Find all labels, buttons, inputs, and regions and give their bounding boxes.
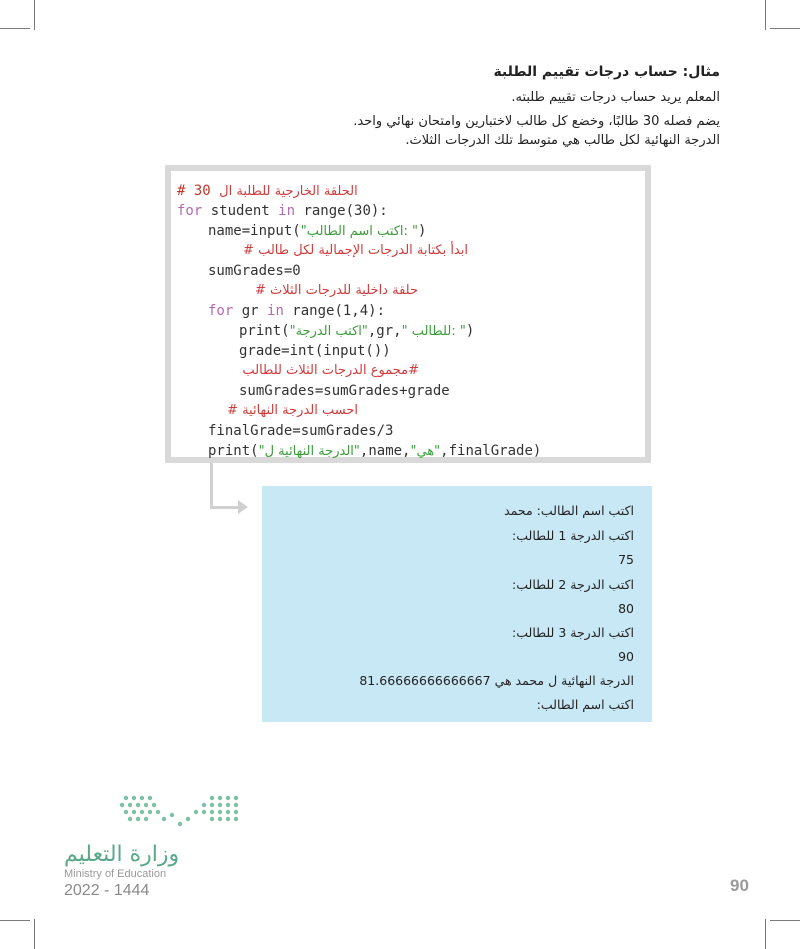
code-listing — [165, 165, 651, 463]
code-line: sumGrades=sumGrades+grade — [239, 383, 450, 399]
crop-mark — [34, 919, 35, 949]
crop-mark — [0, 28, 30, 29]
crop-mark — [770, 28, 800, 29]
code-comment: ابدأ بكتابة الدرجات الإجمالية لكل طالب # — [243, 243, 468, 258]
output-line: اكتب اسم الطالب: — [536, 697, 634, 712]
intro-line: المعلم يريد حساب درجات تقييم طلبته. — [511, 90, 720, 105]
code-line: for gr in range(1,4): — [208, 303, 386, 319]
output-line: اكتب الدرجة 1 للطالب: — [512, 528, 634, 543]
output-line: اكتب الدرجة 2 للطالب: — [512, 577, 634, 592]
crop-mark — [765, 0, 766, 30]
crop-mark — [34, 0, 35, 30]
code-line: print("اكتب الدرجة",gr," للطالب: ") — [239, 323, 475, 339]
output-line: اكتب الدرجة 3 للطالب: — [512, 625, 634, 640]
code-line: # 30 الحلقة الخارجية للطلبة ال — [177, 183, 358, 199]
ministry-logo-icon — [64, 790, 264, 850]
output-line: 80 — [618, 601, 634, 616]
code-line: grade=int(input()) — [239, 343, 391, 359]
output-line: 90 — [618, 649, 634, 664]
output-line: اكتب اسم الطالب: محمد — [504, 503, 634, 518]
code-comment: احسب الدرجة النهائية # — [227, 403, 358, 418]
code-line: print("الدرجة النهائية ل",name,"هي",finalGrade) — [208, 443, 542, 459]
page-number: 90 — [730, 876, 749, 895]
description-line: الدرجة النهائية لكل طالب هي متوسط تلك الدرجات الثلاث. — [405, 133, 720, 148]
arrow-head-icon — [238, 500, 248, 514]
crop-mark — [765, 919, 766, 949]
logo-english-text: Ministry of Education — [64, 868, 167, 880]
code-line: finalGrade=sumGrades/3 — [208, 423, 394, 439]
program-output — [262, 486, 652, 722]
connector-line — [210, 463, 213, 509]
crop-mark — [0, 920, 30, 921]
example-title: مثال: حساب درجات تقييم الطلبة — [493, 64, 720, 80]
code-comment: حلقة داخلية للدرجات الثلاث # — [254, 283, 418, 298]
output-line: الدرجة النهائية ل محمد هي 81.66666666666667 — [359, 673, 634, 688]
code-line: sumGrades=0 — [208, 263, 301, 279]
output-line: 75 — [618, 552, 634, 567]
code-line: for student in range(30): — [177, 203, 388, 219]
crop-mark — [770, 920, 800, 921]
logo-year: 2022 - 1444 — [64, 882, 150, 899]
code-line: name=input("اكتب اسم الطالب: ") — [208, 223, 427, 239]
connector-line — [210, 506, 240, 509]
description-line: يضم فصله 30 طالبًا، وخضع كل طالب لاختبارين وامتحان نهائي واحد. — [353, 114, 720, 129]
logo-arabic-text: وزارة التعليم — [64, 842, 180, 867]
code-comment: #مجموع الدرجات الثلاث للطالب — [242, 363, 419, 378]
